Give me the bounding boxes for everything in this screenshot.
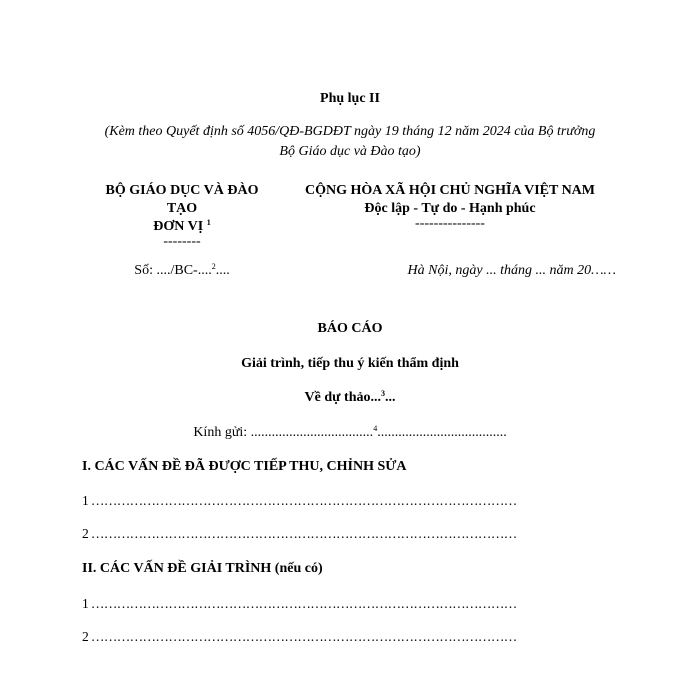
- list-item: 1 ………………………………………………………………………………………: [82, 596, 517, 611]
- document-number-prefix: Số: ..../BC-....: [134, 263, 212, 278]
- recipient-line: [0, 425, 700, 441]
- document-number-suffix: ....: [215, 263, 230, 278]
- list-item: 2 ………………………………………………………………………………………: [82, 526, 517, 541]
- recipient-suffix: .....................................: [377, 425, 507, 440]
- unit-name: [82, 219, 282, 235]
- recipient-prefix: Kính gửi: ...................................: [193, 425, 374, 440]
- right-header-rule: ---------------: [415, 216, 485, 231]
- list-item: 1 ………………………………………………………………………………………: [82, 493, 517, 508]
- nation-name: CỘNG HÒA XÃ HỘI CHỦ NGHĨA VIỆT NAM: [304, 183, 595, 198]
- document-number: [82, 263, 282, 279]
- document-number-footnote-mark: 2: [211, 262, 216, 271]
- national-motto: Độc lập - Tự do - Hạnh phúc: [364, 201, 536, 216]
- section-heading-note: (nếu có): [274, 561, 323, 576]
- draft-footnote-mark: 3: [380, 389, 385, 398]
- recipient-footnote-mark: 4: [373, 424, 378, 433]
- draft-prefix: Về dự thảo...: [304, 390, 381, 405]
- draft-suffix: ...: [384, 390, 396, 405]
- section-heading: I. CÁC VẤN ĐỀ ĐÃ ĐƯỢC TIẾP THU, CHỈNH SỬA: [82, 459, 407, 474]
- report-subtitle: Giải trình, tiếp thu ý kiến thẩm định: [241, 356, 459, 371]
- appendix-note-line1: (Kèm theo Quyết định số 4056/QĐ-BGDĐT ngày 19 tháng 12 năm 2024 của Bộ trưởng: [104, 124, 596, 139]
- draft-line: [0, 390, 700, 406]
- ministry-name-line2: TẠO: [166, 201, 198, 216]
- section-heading: [82, 561, 323, 577]
- left-header-rule: --------: [163, 234, 201, 249]
- list-item: 2 ………………………………………………………………………………………: [82, 629, 517, 644]
- report-title: BÁO CÁO: [317, 321, 383, 336]
- unit-footnote-mark: 1: [206, 218, 211, 227]
- place-date-line: Hà Nội, ngày ... tháng ... năm 20……: [407, 263, 616, 278]
- section-heading-title: II. CÁC VẤN ĐỀ GIẢI TRÌNH: [82, 561, 272, 576]
- ministry-name-line1: BỘ GIÁO DỤC VÀ ĐÀO: [105, 183, 259, 198]
- appendix-note-line2: Bộ Giáo dục và Đào tạo): [279, 144, 421, 159]
- appendix-title: Phụ lục II: [320, 91, 380, 106]
- unit-label: ĐƠN VỊ: [153, 219, 204, 234]
